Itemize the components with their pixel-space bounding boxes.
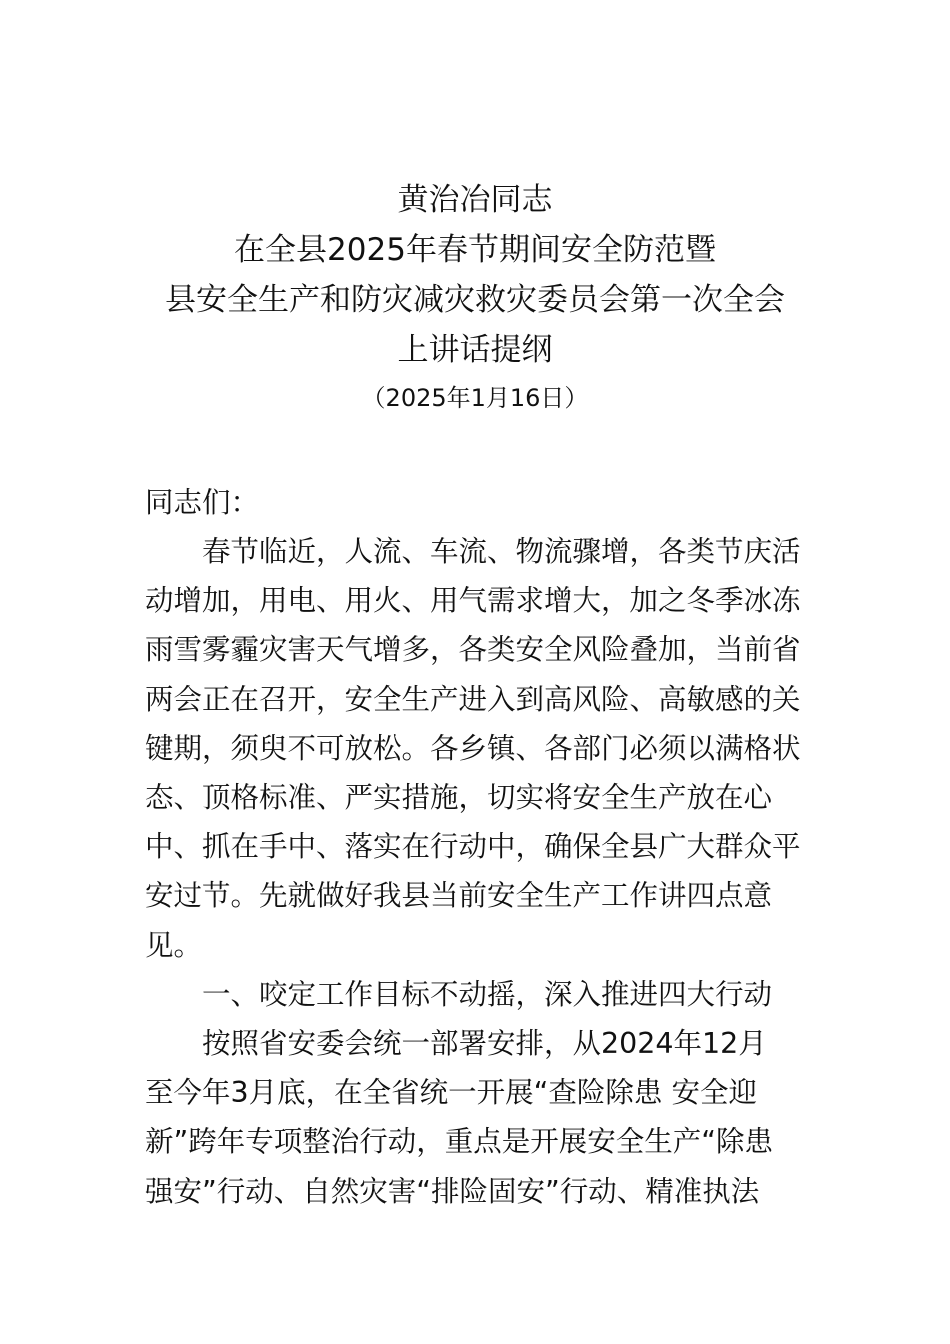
paragraph-1	[145, 527, 809, 970]
paragraph-1-line: 态、顶格标准、严实措施，切实将安全生产放在心	[145, 781, 773, 815]
paragraph-2	[145, 1019, 809, 1216]
paragraph-2-line: 至今年3月底，在全省统一开展“查险除患 安全迎	[145, 1076, 757, 1110]
paragraph-1-line: 春节临近，人流、车流、物流骤增，各类节庆活	[202, 535, 801, 568]
paragraph-1-line: 中、抓在手中、落实在行动中，确保全县广大群众平	[145, 830, 801, 864]
paragraph-1-line: 见。	[145, 928, 203, 962]
speech-date: （2025年1月16日）	[361, 384, 589, 412]
section-heading-1: 一、咬定工作目标不动摇，深入推进四大行动	[202, 978, 773, 1011]
paragraph-1-line: 动增加，用电、用火、用气需求增大，加之冬季冰冻	[145, 584, 801, 618]
title-line-2: 在全县2025年春节期间安全防范暨	[234, 232, 716, 268]
paragraph-1-line: 两会正在召开，安全生产进入到高风险、高敏感的关	[145, 682, 801, 716]
title-line-1: 黄治冶同志	[397, 182, 553, 218]
paragraph-1-line: 安过节。先就做好我县当前安全生产工作讲四点意	[145, 879, 773, 913]
salutation-text: 同志们：	[145, 486, 260, 519]
paragraph-2-line: 按照省安委会统一部署安排，从2024年12月	[202, 1027, 767, 1060]
paragraph-1-line: 雨雪雾霾灾害天气增多，各类安全风险叠加，当前省	[145, 633, 801, 667]
paragraph-2-line: 强安”行动、自然灾害“排险固安”行动、精准执法	[145, 1174, 760, 1208]
paragraph-1-line: 键期，须臾不可放松。各乡镇、各部门必须以满格状	[145, 731, 801, 765]
title-line-4: 上讲话提纲	[397, 332, 553, 368]
salutation	[145, 478, 809, 527]
paragraph-2-line: 新”跨年专项整治行动，重点是开展安全生产“除患	[145, 1125, 774, 1159]
title-line-3: 县安全生产和防灾减灾救灾委员会第一次全会	[165, 282, 785, 318]
